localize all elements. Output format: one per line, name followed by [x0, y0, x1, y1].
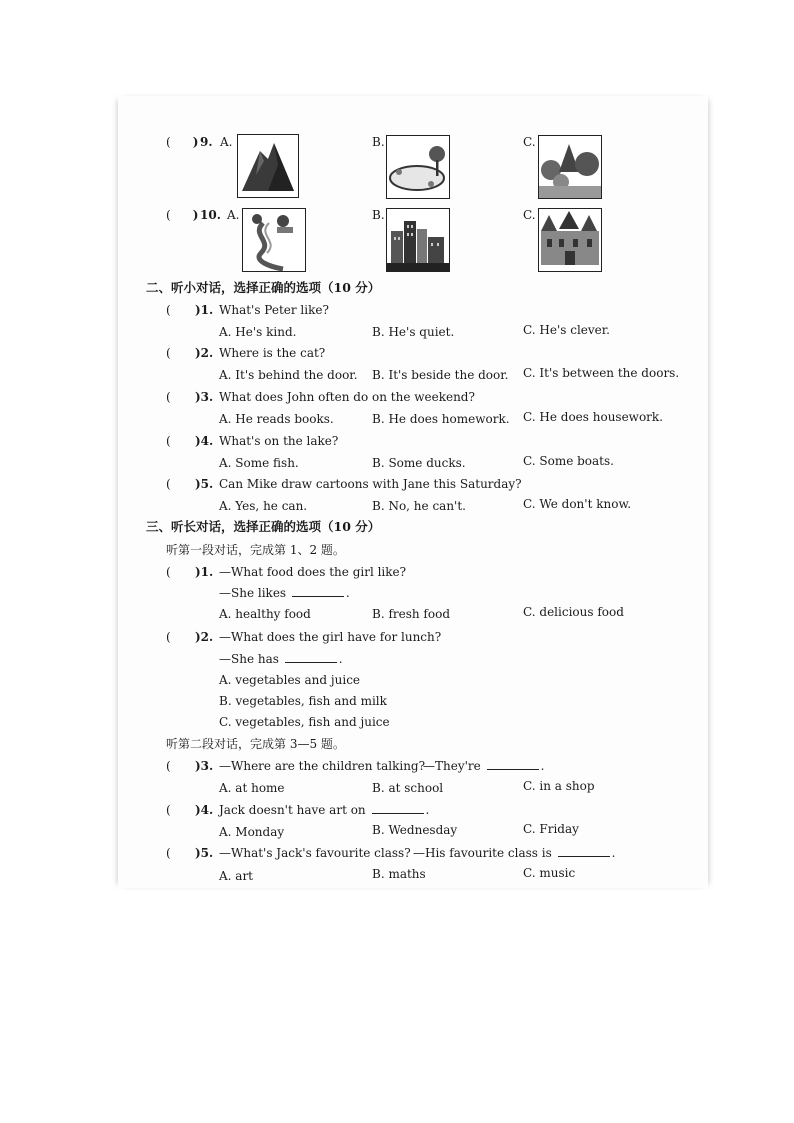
option-c: C. It's between the doors.	[523, 366, 680, 380]
option-a: A. He's kind.	[219, 325, 297, 339]
question-number: )4.	[195, 803, 214, 817]
question-number-10: 10.	[200, 208, 221, 222]
mountain-icon	[237, 134, 299, 198]
listening-intro-2: 听第二段对话，完成第 3—5 题。	[166, 737, 345, 751]
option-c: C. delicious food	[523, 605, 624, 619]
fill-blank[interactable]	[487, 759, 539, 770]
answer-paren-p3q2[interactable]: (	[166, 630, 171, 644]
question-text: —Where are the children talking?	[219, 759, 426, 773]
option-a: A. art	[219, 869, 254, 883]
option-b: B. Some ducks.	[372, 456, 466, 470]
question-text: —What food does the girl like?	[219, 565, 407, 579]
option-a: A. Monday	[219, 825, 285, 839]
answer-line: —She likes .	[219, 586, 350, 600]
option-c: C. He does housework.	[523, 410, 664, 424]
question-text: —What does the girl have for lunch?	[219, 630, 442, 644]
question-number: )2.	[195, 346, 214, 360]
option-c: C. He's clever.	[523, 323, 610, 337]
answer-paren-p3q5[interactable]: (	[166, 846, 171, 860]
option-c: C. We don't know.	[523, 497, 632, 511]
question-number: )5.	[195, 477, 214, 491]
option-label-10c: C.	[523, 208, 536, 222]
fill-blank[interactable]	[285, 652, 337, 663]
option-b: B. vegetables, fish and milk	[219, 694, 387, 708]
answer-line: —She has .	[219, 652, 343, 666]
option-a: A. vegetables and juice	[219, 673, 361, 687]
option-c: C. music	[523, 866, 576, 880]
lake-icon	[386, 135, 450, 199]
question-number: )5.	[195, 846, 214, 860]
question-number-9: 9.	[200, 135, 213, 149]
option-b: B. fresh food	[372, 607, 450, 621]
answer-paren-p3q4[interactable]: (	[166, 803, 171, 817]
option-label-9b: B.	[372, 135, 385, 149]
question-text: Jack doesn't have art on .	[219, 803, 430, 817]
answer-paren-9[interactable]: ( )	[166, 135, 199, 149]
option-a: A. at home	[219, 781, 285, 795]
option-b: B. maths	[372, 867, 426, 881]
option-c: C. Friday	[523, 822, 579, 836]
city-icon	[386, 208, 450, 272]
question-number: )4.	[195, 434, 214, 448]
answer-paren-p3q3[interactable]: (	[166, 759, 171, 773]
answer-paren-p3q1[interactable]: (	[166, 565, 171, 579]
question-text: What does John often do on the weekend?	[219, 390, 475, 404]
option-b: B. He does homework.	[372, 412, 510, 426]
option-b: B. No, he can't.	[372, 499, 466, 513]
fill-blank[interactable]	[558, 846, 610, 857]
village-icon	[538, 208, 602, 272]
answer-paren-p2q5[interactable]: (	[166, 477, 171, 491]
option-c: C. in a shop	[523, 779, 595, 793]
answer-paren-p2q3[interactable]: (	[166, 390, 171, 404]
option-a: A. Some fish.	[219, 456, 299, 470]
option-b: B. Wednesday	[372, 823, 458, 837]
question-text: Can Mike draw cartoons with Jane this Saturday?	[219, 477, 522, 491]
option-label-10b: B.	[372, 208, 385, 222]
option-c: C. vegetables, fish and juice	[219, 715, 390, 729]
option-a: A. He reads books.	[219, 412, 334, 426]
answer-line: —They're .	[423, 759, 545, 773]
option-c: C. Some boats.	[523, 454, 614, 468]
question-text: —What's Jack's favourite class?	[219, 846, 411, 860]
fill-blank[interactable]	[372, 803, 424, 814]
option-label-9c: C.	[523, 135, 536, 149]
option-a: A. Yes, he can.	[219, 499, 308, 513]
question-number: )3.	[195, 390, 214, 404]
answer-paren-10[interactable]: ( )	[166, 208, 199, 222]
listening-intro-1: 听第一段对话，完成第 1、2 题。	[166, 543, 345, 557]
question-text: Where is the cat?	[219, 346, 326, 360]
question-number: )2.	[195, 630, 214, 644]
question-number: )3.	[195, 759, 214, 773]
river-icon	[242, 208, 306, 272]
forest-icon	[538, 135, 602, 199]
answer-line: —His favourite class is .	[413, 846, 616, 860]
question-number: )1.	[195, 303, 214, 317]
answer-paren-p2q2[interactable]: (	[166, 346, 171, 360]
option-b: B. He's quiet.	[372, 325, 455, 339]
question-text: What's on the lake?	[219, 434, 339, 448]
option-label-10a: A.	[227, 208, 240, 222]
answer-paren-p2q1[interactable]: (	[166, 303, 171, 317]
option-a: A. It's behind the door.	[219, 368, 358, 382]
option-b: B. at school	[372, 781, 444, 795]
question-number: )1.	[195, 565, 214, 579]
answer-paren-p2q4[interactable]: (	[166, 434, 171, 448]
question-text: What's Peter like?	[219, 303, 329, 317]
section-title-part2: 二、听小对话，选择正确的选项（10 分）	[146, 280, 381, 295]
option-b: B. It's beside the door.	[372, 368, 509, 382]
section-title-part3: 三、听长对话，选择正确的选项（10 分）	[146, 519, 381, 534]
option-label-9a: A.	[220, 135, 233, 149]
fill-blank[interactable]	[292, 586, 344, 597]
option-a: A. healthy food	[219, 607, 311, 621]
